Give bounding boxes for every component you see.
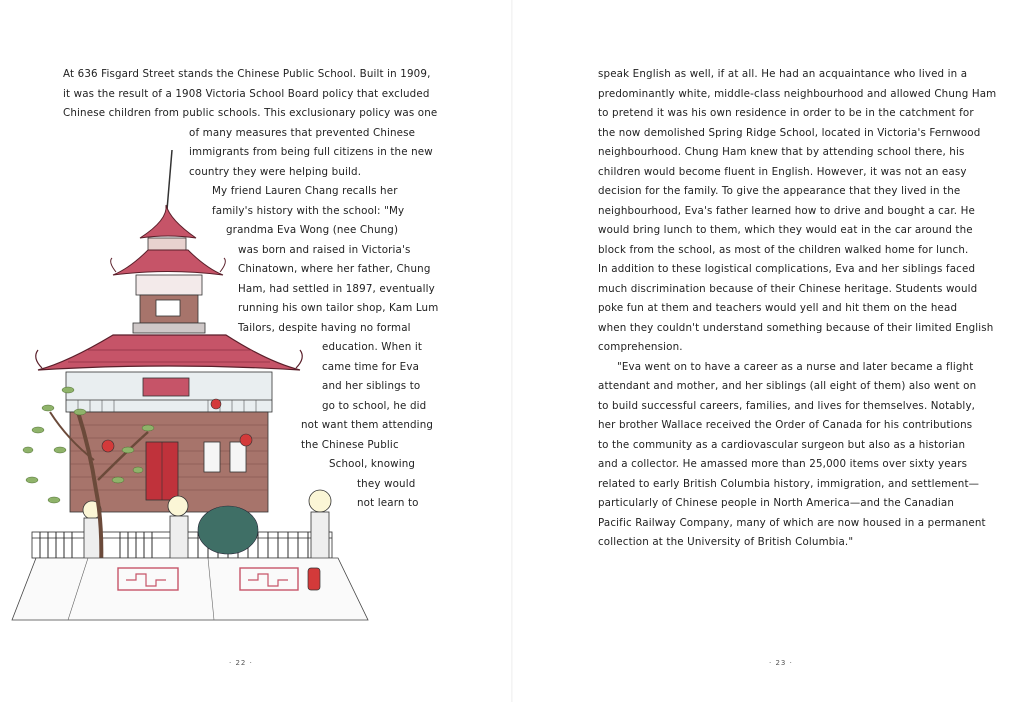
text-line: speak English as well, if at all. He had an acquaintance who lived in a: [598, 68, 968, 80]
text-line: and her siblings to: [322, 380, 421, 392]
text-line: of many measures that prevented Chinese: [189, 126, 416, 139]
text-line: education. When it: [322, 341, 423, 353]
text-line: attendant and mother, and her siblings (all eight of them) also went on: [598, 380, 977, 392]
text-line: block from the school, as most of the children walked home for lunch.: [598, 243, 969, 256]
text-line: to the community as a cardiovascular surgeon but also as a historian: [598, 438, 966, 451]
page-number: · 23 ·: [769, 659, 793, 667]
text-line: Pacific Railway Company, many of which are now housed in a permanent: [598, 516, 986, 529]
page-number: · 22 ·: [229, 659, 253, 667]
text-line: children would become fluent in English. However, it was not an easy: [598, 165, 967, 178]
right-page: [513, 0, 1024, 702]
text-line: the now demolished Spring Ridge School, located in Victoria's Fernwood: [598, 126, 981, 139]
text-line: much discrimination because of their Chinese heritage. Students would: [598, 282, 978, 295]
text-line: neighbourhood, Eva's father learned how to drive and bought a car. He: [598, 204, 976, 217]
text-line: particularly of Chinese people in North America—and the Canadian: [598, 497, 955, 509]
text-line: the Chinese Public: [301, 438, 399, 451]
text-line: collection at the University of British Columbia.": [598, 536, 854, 548]
text-line: decision for the family. To give the appearance that they lived in the: [598, 185, 961, 197]
text-line: comprehension.: [598, 341, 683, 353]
text-line: they would: [357, 477, 416, 490]
text-line: Ham, had settled in 1897, eventually: [238, 282, 435, 295]
text-line: family's history with the school: "My: [212, 204, 405, 217]
text-line: running his own tailor shop, Kam Lum: [238, 302, 439, 314]
text-line: it was the result of a 1908 Victoria School Board policy that excluded: [63, 87, 430, 100]
text-line: "Eva went on to have a career as a nurse and later became a flight: [617, 360, 974, 373]
text-line: School, knowing: [329, 458, 416, 470]
text-line: would bring lunch to them, which they would eat in the car around the: [598, 224, 973, 236]
text-line: grandma Eva Wong (nee Chung): [226, 224, 399, 236]
text-line: related to early British Columbia history, immigration, and settlement—: [598, 477, 980, 490]
text-line: when they couldn't understand something because of their limited English: [598, 321, 994, 334]
text-line: not learn to: [357, 497, 419, 509]
text-line: neighbourhood. Chung Ham knew that by attending school there, his: [598, 146, 965, 158]
text-line: and a collector. He amassed more than 25,000 items over sixty years: [598, 458, 968, 470]
text-line: predominantly white, middle-class neighbourhood and allowed Chung Ham: [598, 87, 997, 100]
text-line: not want them attending: [301, 419, 434, 431]
text-line: My friend Lauren Chang recalls her: [212, 185, 398, 197]
text-line: Tailors, despite having no formal: [238, 321, 411, 334]
text-line: to pretend it was his own residence in order to be in the catchment for: [598, 107, 974, 119]
text-line: country they were helping build.: [189, 165, 362, 178]
text-line: came time for Eva: [322, 360, 420, 373]
text-line: go to school, he did: [322, 399, 427, 412]
text-line: In addition to these logistical complications, Eva and her siblings faced: [598, 263, 976, 275]
text-line: poke fun at them and teachers would yell and hit them on the head: [598, 302, 958, 314]
text-line: to build successful careers, families, and lives for themselves. Notably,: [598, 399, 976, 412]
text-line: her brother Wallace received the Order of Canada for his contributions: [598, 419, 973, 431]
text-line: At 636 Fisgard Street stands the Chinese Public School. Built in 1909,: [63, 68, 431, 80]
text-line: Chinese children from public schools. This exclusionary policy was one: [63, 107, 438, 119]
text-line: Chinatown, where her father, Chung: [238, 263, 431, 275]
text-line: immigrants from being full citizens in the new: [189, 146, 433, 158]
left-page: [0, 0, 511, 702]
text-line: was born and raised in Victoria's: [238, 243, 411, 256]
